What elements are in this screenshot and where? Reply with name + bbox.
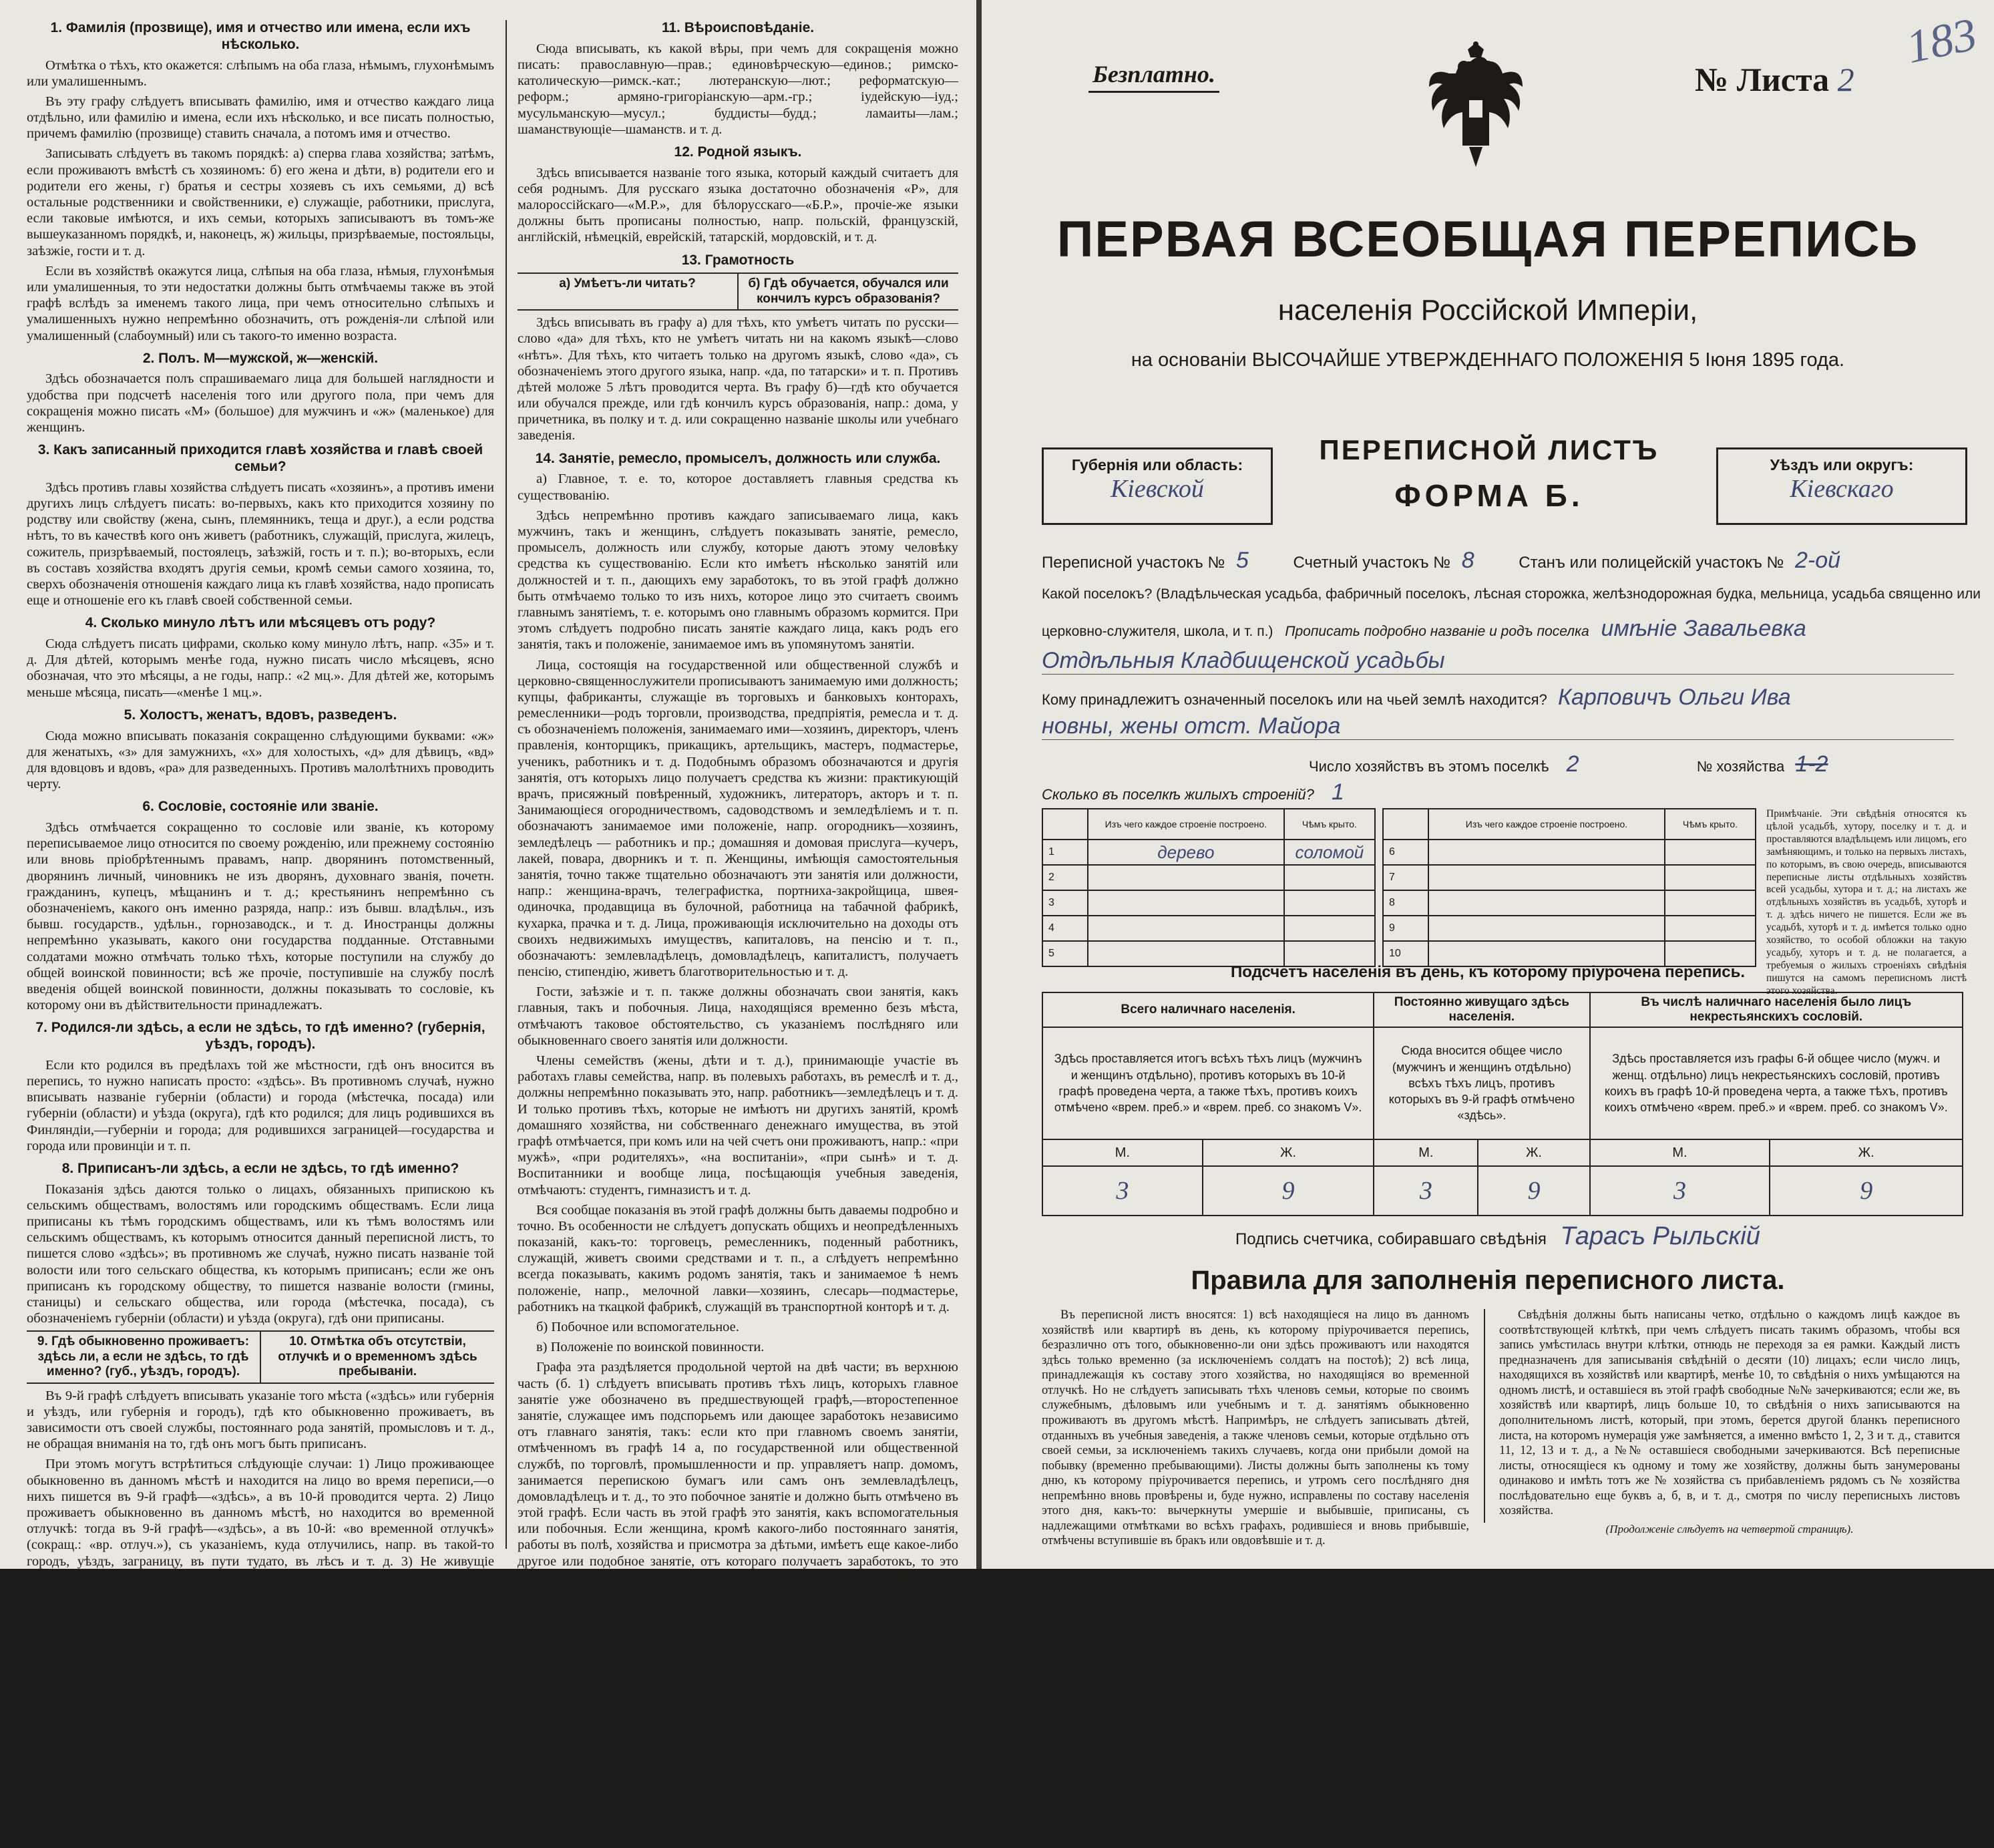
building-number: 2 <box>1042 865 1088 890</box>
census-basis: на основаніи ВЫСОЧАЙШЕ УТВЕРЖДЕННАГО ПОЛОЖЕНІЯ 5 Іюня 1895 года. <box>1131 349 1845 371</box>
split-heading-cell: 9. Гдѣ обыкновенно проживаетъ: здѣсь ли, а если не здѣсь, то гдѣ именно? (губ., уѣздъ, городъ). <box>27 1332 261 1382</box>
households-line <box>1042 751 1954 777</box>
building-material <box>1088 865 1284 890</box>
owner-value: Карповичъ Ольги Ива <box>1557 685 1791 710</box>
free-label: Безплатно. <box>1088 60 1219 93</box>
section-heading: 7. Родился-ли здѣсь, а если не здѣсь, то гдѣ именно? (губернія, уѣздъ, городъ). <box>35 1020 485 1053</box>
population-column-header: Въ числѣ наличнаго населенія было лицъ некрестьянскихъ сословій. <box>1590 992 1963 1027</box>
rules-column-1 <box>1042 1308 1469 1553</box>
buildings-label: Сколько въ поселкѣ жилыхъ строеній? <box>1042 786 1314 803</box>
building-number: 9 <box>1383 916 1428 941</box>
female-label: Ж. <box>1478 1139 1589 1166</box>
population-column-description: Здѣсь проставляется итогъ всѣхъ тѣхъ лицъ (мужчинъ и женщинъ отдѣльно), противъ которыхъ въ 10-й графѣ проведена черта, а также тѣхъ, противъ коихъ отмѣчено «врем. преб.» и «врем. преб. со знакомъ V». <box>1042 1027 1374 1139</box>
settlement-label: Какой поселокъ? <box>1042 586 1153 602</box>
continued-note: (Продолженіе слѣдуетъ на четвертой страницѣ). <box>1605 1522 1854 1535</box>
section-heading: 14. Занятіе, ремесло, промыселъ, должность или служба. <box>535 450 941 466</box>
settlement-type-line <box>1042 586 1981 602</box>
census-title: ПЕРВАЯ ВСЕОБЩАЯ ПЕРЕПИСЬ <box>1056 211 1919 268</box>
female-label: Ж. <box>1770 1139 1963 1166</box>
building-roof <box>1284 865 1375 890</box>
building-material <box>1088 916 1284 941</box>
section-text: Члены семействъ (жены, дѣти и т. д.), принимающіе участіе въ работахъ главы семейства, напр. въ полевыхъ работахъ, въ ремеслѣ и т. д., должны непремѣнно показывать это, напр. работникъ—земледѣлецъ и т. д. И только противъ тѣхъ, которые не имѣютъ ни другихъ занятій, кромѣ домашняго хозяйства, ни собственнаго денежнаго имущества, въ этой графѣ отмѣчается, при комъ или на чей счетъ они проживаютъ, напр.: «при мужѣ», «при родителяхъ», «на воспитаніи», «при сынѣ» и т. д. Воспитанники и вообще лица, посѣщающія учебныя заведенія, отмѣчаютъ: студентъ, гимназистъ и т. д. <box>518 1053 958 1197</box>
settlement-name-value: имѣніе Завальевка <box>1601 616 1806 641</box>
buildings-note: Примѣчаніе. Эти свѣдѣнія относятся къ цѣлой усадьбѣ, хутору, поселку и т. д. и проставляются владѣльцемъ или лицомъ, его замѣняющимъ, и только на первыхъ листахъ, по которымъ, въ свою очередь, вписываются переписные листы отдѣльныхъ хозяйствъ всей усадьбы, хутора и т. д.; на листахъ же отдѣльныхъ хозяйствъ въ усадьбѣ, хуторѣ и т. д. здѣсь ничего не пишется. Если же въ усадьбѣ, хуторѣ и т. д. имѣется только одно хозяйство, то особой обложки на такую усадьбу, хуторъ и т. д. не полагается, а требуемыя о жилыхъ строеніяхъ свѣдѣнія пишутся на самомъ переписномъ листѣ этого хозяйства. <box>1766 808 1967 996</box>
section-text: Въ 9-й графѣ слѣдуетъ вписывать указаніе того мѣста («здѣсь» или губернія и уѣздъ, или губернія и городъ), гдѣ кто обыкновенно проживаетъ, въ зависимости отъ своей службы, постояннаго рода занятій, промысловъ и т. д., не обращая вниманія на то, гдѣ онъ могъ быть приписанъ. <box>27 1388 494 1452</box>
district-value: Кіевскаго <box>1790 475 1894 503</box>
building-row <box>1042 865 1375 890</box>
building-row <box>1383 890 1756 916</box>
household-number-label: № хозяйства <box>1696 758 1785 775</box>
section-heading: 2. Полъ. М—мужской, ж—женскій. <box>142 350 379 366</box>
building-number: 5 <box>1042 941 1088 966</box>
section-text: Гости, заѣзжіе и т. п. также должны обозначать свои занятія, какъ главныя, такъ и побочныя. Лица, находящіяся временно безъ мѣста, отмѣчаютъ таковое обстоятельство, съ указаніемъ послѣдняго или обыкновеннаго своего занятія или должности. <box>518 984 958 1048</box>
section-text: Отмѣтка о тѣхъ, кто окажется: слѣпымъ на оба глаза, нѣмымъ, глухонѣмымъ или умалишеннымъ. <box>27 57 494 89</box>
building-material <box>1428 916 1665 941</box>
province-label: Губернія или область: <box>1071 456 1243 474</box>
building-number: 7 <box>1383 865 1428 890</box>
district-box <box>1716 447 1967 525</box>
households-value: 2 <box>1566 751 1579 777</box>
building-row <box>1383 840 1756 865</box>
male-label: М. <box>1042 1139 1203 1166</box>
population-column-header: Всего наличнаго населенія. <box>1042 992 1374 1027</box>
section-heading: 5. Холостъ, женатъ, вдовъ, разведенъ. <box>124 707 397 723</box>
building-number: 1 <box>1042 840 1088 865</box>
police-precinct-label: Станъ или полицейскій участокъ № <box>1519 554 1784 572</box>
population-count-heading: Подсчетъ населенія въ день, къ которому пріурочена перепись. <box>1231 963 1745 981</box>
split-heading-cell: 10. Отмѣтка объ отсутствіи, отлучкѣ и о временномъ здѣсь пребываніи. <box>278 1334 477 1379</box>
book-gutter <box>976 0 982 1569</box>
sheet-number-label <box>1695 60 1854 99</box>
province-box <box>1042 447 1273 525</box>
section-text: Здѣсь вписывать въ графу а) для тѣхъ, кто умѣетъ читать по русски—слово «да» для тѣхъ, кто не умѣетъ читать ни на какомъ языкѣ—слово «нѣтъ». Для тѣхъ, кто читаетъ только на другомъ языкѣ, слово «да», съ обозначеніемъ этого другого языка, напр. «да, по татарски» и т. п. Противъ дѣтей моложе 5 лѣтъ проводится черта. Въ графу б)—гдѣ кто обучается или обучался прежде, или гдѣ кончилъ курсъ образованія, напр.: дома, у причетника, въ полку и т. д. или сокращенно названіе школы или учебнаго заведенія. <box>518 315 958 443</box>
rules-text-1: Въ переписной листъ вносятся: 1) всѣ находящіеся на лицо въ данномъ хозяйствѣ или квартирѣ въ день, къ которому пріурочивается перепись, безразлично отъ того, обыкновенно-ли они здѣсь проживаютъ или находятся здѣсь только временно (за исключеніемъ солдатъ на постоѣ); 2) всѣ лица, принадлежащія къ составу этого хозяйства, но находящіяся во временной отлучкѣ. Но не слѣдуетъ записывать тѣхъ членовъ семьи, которые по своимъ служебнымъ, дѣловымъ или учебнымъ и т. д. занятіямъ обыкновенно проживаютъ въ другомъ мѣстѣ. Напримѣръ, не слѣдуетъ записывать дѣтей, отданныхъ въ учебныя заведенія, а также членовъ семьи, которые отдѣльно отъ своей семьи, за исключеніемъ такихъ случаевъ, когда они прибыли домой на побывку (временно пребывающими). Листы должны быть заполнены къ тому дню, къ которому пріурочивается перепись, и утромъ сего послѣдняго дня непремѣнно вновь провѣрены и, буде нужно, исправлены по составу населенія этого дня, какъ-то: вычеркнуты умершіе и выбывшіе, приписаны, съ надлежащими отмѣтками во всѣхъ графахъ, родившіеся и вновь прибывшіе, отмѣчены вступившіе въ бракъ или овдовѣвшіе и т. д. <box>1042 1308 1469 1548</box>
buildings-value: 1 <box>1332 779 1344 805</box>
owner-label: Кому принадлежитъ означенный поселокъ или на чьей землѣ находится? <box>1042 691 1547 708</box>
section-text: Здѣсь обозначается полъ спрашиваемаго лица для большей наглядности и удобства при подсчетѣ населенія того или другого пола, при чемъ для сокращенія можно писать «М» (большое) для мужчинъ и «ж» (маленькое) для женщинъ. <box>27 371 494 435</box>
split-heading <box>27 1330 494 1383</box>
section-text: в) Положеніе по воинской повинности. <box>536 1340 765 1355</box>
building-roof <box>1665 840 1756 865</box>
section-text: Здѣсь вписывается названіе того языка, который каждый считаетъ для себя роднымъ. Для русскаго языка достаточно обозначенія «Р», для малороссійскаго—«М.Р.», для бѣлорусскаго—«Б.Р.», прочіе-же языки должны быть прописаны полностью, напр. польскій, французскій, англійскій, нѣмецкій, еврейскій, татарскій, мордовскій, и т. д. <box>518 165 958 245</box>
section-text: Сверхъ занятій, отмѣченныхъ въ графахъ 14 а и б (б. 1), въ нижней части графы б (б. 2) должны быть отмѣчаемы: 1) офицеры, чиновники, врачи и нижніе чины въ запасъ арміи и флота (офицеры съ указаніемъ чина и рода оружія, генералы—только чина), напр. ген.-м. запасъ, шт.-кап. запасъ пѣх., полк. зап. кав., чиновн. зап., врачъ зап., нижн. чинъ зап.; 2) офицеры и нижніе чины казачьихъ войскъ въ льготѣ или нижніе чины въ запасѣ, а также офицеры войскъ на льготѣ съ обозначеніемъ названія войска и чина, напр. Сиб. лег. каз., Ур. льг. войск. с. т. ; 3) ратники ополченія 1-го разр., причисленные при наборѣ прямо въ ополченіе, отмѣчаются: рат. 1 разр., ратники, перечисленные изъ запаса—рат. быв. зап.; 4) отставные офицеры — такимъ же образомъ, какъ запасные и льготные офицеры напр.: отст. ген.-з., отст. пѣх. капит., Уссур. отст. есаулъ и т. д. <box>518 1638 958 1847</box>
building-roof <box>1284 916 1375 941</box>
settlement-name-line-2 <box>1042 648 1954 675</box>
female-count: 9 <box>1478 1166 1589 1216</box>
rules-title: Правила для заполненія переписного листа. <box>1191 1266 1785 1295</box>
section-text: Сюда слѣдуетъ писать цифрами, сколько кому минуло лѣтъ, напр. «35» и т. д. Для дѣтей, которымъ менѣе года, нужно писать число мѣсяцевъ, ясно обозначая, что это мѣсяцы, а не годы, напр.: «2 мц.». Для дѣтей же, которымъ меньше мѣсяца, писать—«менѣе 1 мц.». <box>27 636 494 700</box>
households-label: Число хозяйствъ въ этомъ поселкѣ <box>1309 758 1549 775</box>
female-count: 9 <box>1770 1166 1963 1216</box>
material-header: Изъ чего каждое строеніе построено. <box>1428 809 1665 840</box>
building-number: 3 <box>1042 890 1088 916</box>
building-row <box>1383 916 1756 941</box>
population-column-header: Постоянно живущаго здѣсь населенія. <box>1374 992 1589 1027</box>
section-text: Сюда можно вписывать показанія сокращенно слѣдующими буквами: «ж» для женатыхъ, «з» для замужнихъ, «х» для холостыхъ, «д» для дѣвицъ, «вд» для вдовцовъ и вдовъ, «ра» для разведенныхъ. Противъ малолѣтнихъ проводить черту. <box>27 728 494 792</box>
section-text: Записывать слѣдуетъ въ такомъ порядкѣ: а) сперва глава хозяйства; затѣмъ, если проживаютъ вмѣстѣ съ хозяиномъ: б) его жена и дѣти, в) родители его и родители его жены, г) братья и сестры хозяевъ съ ихъ семьями, д) всѣ остальные родственники и свойственники, е) служащіе, работники, прислуга, если таковые имѣются, и ихъ семьи, которыхъ записываютъ въ томъ-же вышеуказанномъ порядкѣ, и, наконецъ, ж) жильцы, призрѣваемые, постояльцы, заѣзжіе, гости и т. д. <box>27 146 494 258</box>
sheet-label: № Листа <box>1695 61 1830 98</box>
buildings-table-right <box>1382 808 1756 967</box>
building-number: 10 <box>1383 941 1428 966</box>
building-row <box>1383 865 1756 890</box>
owner-line-2 <box>1042 713 1954 740</box>
buildings-line <box>1042 779 1344 805</box>
building-roof <box>1284 890 1375 916</box>
left-page <box>0 0 976 1847</box>
buildings-table-left <box>1042 808 1376 967</box>
section-heading: 13. Грамотность <box>681 252 795 268</box>
building-material <box>1428 840 1665 865</box>
material-header: Изъ чего каждое строеніе построено. <box>1088 809 1284 840</box>
province-value: Кіевской <box>1111 475 1204 503</box>
settlement-name-value-2: Отдѣльныя Кладбищенской усадьбы <box>1042 648 1445 673</box>
rules-column-2 <box>1499 1308 1960 1537</box>
building-number: 8 <box>1383 890 1428 916</box>
male-label: М. <box>1590 1139 1770 1166</box>
split-heading <box>518 272 958 311</box>
section-text: Если въ хозяйствѣ окажутся лица, слѣпыя на оба глаза, нѣмыя, глухонѣмыя или умалишенныя, то эти недостатки должны быть отмѣчаемы также въ этой графѣ вслѣдъ за именемъ такого лица, при чемъ относительно слѣпыхъ и умалишенныхъ нужно непремѣнно обозначить, отъ рожденія-ли слѣпой или умалишенный (слабоумный) или съ такого-то именно возраста. <box>27 263 494 343</box>
male-count: 3 <box>1590 1166 1770 1216</box>
roof-header: Чѣмъ крыто. <box>1284 809 1375 840</box>
rules-divider <box>1484 1309 1485 1523</box>
population-column-description: Сюда вносится общее число (мужчинъ и женщинъ отдѣльно) всѣхъ тѣхъ лицъ, противъ которыхъ въ 9-й графѣ отмѣчено «здѣсь». <box>1374 1027 1589 1139</box>
building-material <box>1428 890 1665 916</box>
population-count-table <box>1042 992 1963 1216</box>
settlement-options-cont: церковно-служителя, школа, и т. п.) <box>1042 624 1273 639</box>
building-number: 4 <box>1042 916 1088 941</box>
building-number: 6 <box>1383 840 1428 865</box>
precinct-line <box>1042 548 1954 574</box>
rules-text-2: Свѣдѣнія должны быть написаны четко, отдѣльно о каждомъ лицѣ каждое въ соотвѣтствующей клѣткѣ, при чемъ слѣдуетъ писать такимъ образомъ, чтобы вся запись умѣстилась внутри клѣтки, отнюдь не переходя за ея рамки. Каждый листъ предназначенъ для записыванія свѣдѣній о десяти (10) лицахъ; если число лицъ, находящихся въ хозяйствѣ или квартирѣ, менѣе 10, то свѣдѣнія о нихъ умѣщаются на одномъ листѣ, и оставшіеся въ этой графѣ свободные №№ зачеркиваются; если же, въ хозяйствѣ или квартирѣ, лицъ больше 10, то свѣдѣнія о нихъ записываются на дополнительномъ листѣ, который, при этомъ, берется другой бланкъ переписного листа, на которомъ нумерація уже замѣняется, а именно вмѣсто 1, 2, 3 и т. д., ставится 11, 12, 13 и т. д., а №№ оставшіеся свободными зачеркиваются. Всѣ переписные листы, относящіеся къ одному и тому же хозяйству, должны быть занумерованы одинаково и имѣть тотъ же № хозяйства съ прибавленіемъ рядомъ съ № хозяйства послѣдовательно еще буквъ а, б, в, и т. д., смотря по числу переписныхъ листовъ хозяйства. <box>1499 1308 1960 1518</box>
double-headed-eagle-emblem <box>1422 40 1529 174</box>
section-heading: 6. Сословіе, состояніе или званіе. <box>142 799 379 815</box>
section-text: Здѣсь противъ главы хозяйства слѣдуетъ писать «хозяинъ», а противъ имени другихъ лицъ слѣдуетъ писать: во-первыхъ, какъ кто приходится хозяину по родству или свойству (жена, сынъ, племянникъ, теща и друг.), а если родства нѣтъ, то въ качествѣ кого онъ живетъ (работникъ, служащій, прислуга, жилецъ, сожитель, призрѣваемый, постоялецъ, заѣзжій, гость и т. п.); во-вторыхъ, если въ составъ хозяйства входятъ другія семьи, кромѣ семьи самого хозяина, то, сверхъ обозначенія отношенія каждаго лица къ главѣ хозяйства, надо прописать еще и отношеніе его къ главѣ своей собственной семьи. <box>27 480 494 608</box>
owner-value-2: новны, жены отст. Майора <box>1042 713 1341 739</box>
instructions-column-1 <box>27 13 494 1682</box>
counting-precinct-label: Счетный участокъ № <box>1293 554 1451 572</box>
settlement-name-line <box>1042 616 1954 642</box>
household-number-value: 1-2 <box>1795 751 1828 777</box>
building-row <box>1042 840 1375 865</box>
police-precinct-value: 2-ой <box>1794 548 1841 573</box>
form-title: ПЕРЕПИСНОЙ ЛИСТЪ <box>1319 434 1659 466</box>
male-label: М. <box>1374 1139 1478 1166</box>
instructions-column-2 <box>518 13 958 1847</box>
sheet-number-value: 2 <box>1837 61 1854 98</box>
census-subtitle: населенія Россійской Имперіи, <box>1277 294 1698 327</box>
split-heading-cell: б) Гдѣ обучается, обучался или кончилъ курсъ образованія? <box>748 276 949 306</box>
signature-label: Подпись счетчика, собиравшаго свѣдѣнія <box>1235 1230 1547 1248</box>
section-text: Графа эта раздѣляется продольной чертой на двѣ части; въ верхнюю часть (б. 1) слѣдуетъ вписывать противъ тѣхъ лицъ, которыхъ главное занятіе уже обозначено въ предшествующей графѣ,—второстепенное занятіе, служащее имъ подспорьемъ или дающее заработокъ независимо отъ главнаго занятія, такъ: если кто при главномъ своемъ занятіи, отмѣченномъ въ графѣ 14 а, по государственной или общественной службѣ, по торговлѣ, промышленности и пр. управляетъ напр. домомъ, занимается перепискою бумагъ или самъ онъ землевладѣлецъ, домовладѣлецъ и т. д., то это побочное занятіе и должно быть отмѣчено въ этой графѣ. Если часть въ этой графѣ это занятія, какъ вспомогательныя или побочныя. Если женщина, кромѣ какого-либо постояннаго занятія, работы въ полѣ, хозяйства и присмотра за дѣтьми, имѣетъ еще какое-либо другое или подобное занятіе, отъ котораго получаетъ заработокъ, то это должно быть особенно тщательно обозначено въ этой графѣ, напр.: плететъ кружева, вышиваетъ полотенца и т. д. При этомъ особенное вниманіе должно быть обращено на тѣ промыслы, которыми занимается много лицъ въ данной мѣстности. <box>518 1360 958 1634</box>
section-text: а) Главное, т. е. то, которое доставляетъ главныя средства къ существованію. <box>518 472 958 503</box>
section-text: Въ эту графу слѣдуетъ вписывать фамилію, имя и отчество каждаго лица отдѣльно, или фамилію и имена, если ихъ нѣсколько, и все писать полностью, причемъ фамилію (прозвище) ставить сначала, а потомъ имя и отчество. <box>27 94 494 142</box>
building-roof: соломой <box>1284 840 1375 865</box>
settlement-options: (Владѣльческая усадьба, фабричный поселокъ, лѣсная сторожка, желѣзнодорожная будка, мельница, усадьба священно или <box>1156 586 1981 602</box>
section-text: Показанія здѣсь даются только о лицахъ, обязанныхъ припискою къ сельскимъ обществамъ, волостямъ или городскимъ обществамъ. Если лица приписаны къ тѣмъ городскимъ обществамъ, или къ тѣмъ волостямъ или сельскимъ обществамъ, къ которымъ относится данный переписной листъ, то пишется слово «здѣсь»; въ противномъ же случаѣ, нужно писать названіе той волости или того сельскаго общества, къ которымъ приписанъ; если же онъ приписанъ къ городскому обществу, то пишется названіе волости (гмины, станицы) и сельскаго общества, или города (мѣстечка, посада), съ обозначеніемъ губерніи (области) и уѣзда (округа), гдѣ они приписаны. <box>27 1181 494 1326</box>
section-heading: 4. Сколько минуло лѣтъ или мѣсяцевъ отъ роду? <box>85 615 436 631</box>
building-material <box>1428 865 1665 890</box>
section-text: Сюда вписывать, къ какой вѣры, при чемъ для сокращенія можно писать: православную—прав.; единовѣрческую—единов.; римско-католическую—римск.-кат.; лютеранскую—лют.; реформатскую—реформ.; армяно-григоріанскую—арм.-гр.; іудейскую—іуд.; мусульманскую—мусул.; буддисты—будд.; ламаиты—лам.; шаманствующіе—шаманств. и т. д. <box>518 41 958 137</box>
section-text: Если кто родился въ предѣлахъ той же мѣстности, гдѣ онъ вносится въ перепись, то нужно написать просто: «здѣсь». Въ противномъ случаѣ, нужно вписывать названіе губерніи (области) и города (мѣстечка, посада) или губерніи (области) и уѣзда (округа), гдѣ кто родился; для лицъ родившихся въ Финляндіи,—губерніи и города; для родившихся заграницей—государства и города или провинціи и т. п. <box>27 1057 494 1153</box>
section-heading: 3. Какъ записанный приходится главѣ хозяйства и главѣ своей семьи? <box>37 442 483 474</box>
section-text: б) Побочное или вспомогательное. <box>536 1320 739 1334</box>
signature-value: Тарасъ Рыльскій <box>1560 1222 1760 1250</box>
building-roof <box>1665 890 1756 916</box>
section-text: При этомъ могутъ встрѣтиться слѣдующіе случаи: 1) Лицо проживающее обыкновенно въ данномъ мѣстѣ и находится на лицо во время переписи,—о нихъ пишется въ 9-й графѣ—«здѣсь», а въ 10-й проводится черта. 2) Лицо проживаетъ обыкновенно въ данномъ мѣстѣ, но находится во временной отлучкѣ: тогда въ 9-й графѣ—«здѣсь», а въ 10-й: «во временной отлучкѣ» (сокращ.: «вр. отлуч.»), съ указаніемъ, куда отлучились, напр. въ такой-то городъ, уѣздъ, заграницу, въ пути тудато, въ лѣсъ и т. д. 3) Не живущіе обыкновенно въ данномъ мѣстѣ, а находящіеся въ немъ только кратковременно — торговцы, служебныя лица и иные, гости и т. д.: о нихъ пишется въ 9-й графѣ мѣсто ихъ обыкновеннаго проживанія — губернія и уѣздъ (округъ), городъ, а въ 10-й графѣ: «во временномъ пребываніи» (сокращ. «врем. преб.»). О лицахъ временно отлучившихся или временно пребывающихъ въ срокъ менѣе 5 дней, въ графу вмѣсто отмѣтки о врем. отлуч. и врем. преб. прибавляютъ отмѣтку знакомъ V. <box>27 1457 494 1682</box>
building-row <box>1042 890 1375 916</box>
building-roof <box>1665 916 1756 941</box>
enumerator-signature-line <box>1235 1222 1760 1251</box>
building-material: дерево <box>1088 840 1284 865</box>
section-text: Здѣсь непремѣнно противъ каждаго записываемаго лица, какъ мужчинъ, такъ и женщинъ, слѣдуетъ показывать занятіе, ремесло, промыселъ, должность или службу, которые даютъ этому человѣку средства къ существованію. Если кто имѣетъ нѣсколько занятій или должностей и т. п., дающихъ ему заработокъ, то въ этой графѣ должно быть отмѣчаемо только то изъ нихъ, которое лицо это считаетъ своимъ главнымъ занятіемъ, т. е. которымъ оно главнымъ образомъ кормится. При этомъ слѣдуетъ подробно писать занятіе каждаго лица, какъ родъ его занятія, такъ и положеніе, занимаемое имъ въ упомянутомъ занятіи. <box>518 508 958 653</box>
archive-page-number: 183 <box>1902 8 1981 74</box>
section-heading: 11. Вѣроисповѣданіе. <box>661 20 815 35</box>
district-label: Уѣздъ или округъ: <box>1770 456 1914 474</box>
male-count: 3 <box>1374 1166 1478 1216</box>
split-heading-cell: а) Умѣетъ-ли читать? <box>518 274 739 309</box>
section-heading: 8. Приписанъ-ли здѣсь, а если не здѣсь, то гдѣ именно? <box>61 1160 459 1176</box>
section-heading: 1. Фамилія (прозвище), имя и отчество или имена, если ихъ нѣсколько. <box>50 20 471 52</box>
column-divider <box>506 20 507 1549</box>
census-precinct-label: Переписной участокъ № <box>1042 554 1225 572</box>
section-text: Здѣсь отмѣчается сокращенно то сословіе или званіе, къ которому переписываемое лицо относится по своему рожденію, или прежнему состоянію или вновь пріобрѣтеннымъ правамъ, напр. дворянинъ потомственный, дворянинъ личный, чиновникъ не изъ дворянъ, духовнаго званія, почетн. гражданинъ, купецъ, мѣщанинъ и т. д.; крестьянинъ непремѣнно съ обозначеніемъ, какого онъ именно разряда, напр.: изъ бывш. владѣльч., изъ бывш. государств., удѣльн., горнозаводск., и т. д. Иностранцы должны непремѣнно указывать, какого они государства подданные. Отставными солдатами можно отмѣчать только тѣхъ, которые поступили на службу до общей воинской повинности; всѣ же прочіе, поступившіе на службу послѣ введенія общей воинской повинности, должны показывать то сословіе, къ которому они въ дѣйствительности принадлежатъ. <box>27 820 494 1013</box>
building-roof <box>1665 865 1756 890</box>
population-column-description: Здѣсь проставляется изъ графы 6-й общее число (мужч. и женщ. отдѣльно) лицъ некрестьянскихъ сословій, противъ коихъ въ графѣ 10-й проведена черта, а также тѣхъ, противъ коихъ отмѣчено «врем. преб.» и «врем. преб. со знакомъ V». <box>1590 1027 1963 1139</box>
census-precinct-value: 5 <box>1235 548 1249 573</box>
section-heading: 12. Родной языкъ. <box>674 144 802 160</box>
female-count: 9 <box>1203 1166 1374 1216</box>
female-label: Ж. <box>1203 1139 1374 1166</box>
roof-header: Чѣмъ крыто. <box>1665 809 1756 840</box>
building-row <box>1042 916 1375 941</box>
settlement-instruction: Прописать подробно названіе и родъ поселка <box>1285 624 1589 639</box>
male-count: 3 <box>1042 1166 1203 1216</box>
owner-line <box>1042 685 1954 711</box>
counting-precinct-value: 8 <box>1461 548 1474 573</box>
section-text: Вся сообщае показанія въ этой графѣ должны быть даваемы подробно и точно. Въ особенности не слѣдуетъ допускать общихъ и неопредѣленныхъ показаній, какъ-то: торговецъ, ремесленникъ, поденный работникъ, служащій, живетъ своими средствами и т. п., а слѣдуетъ непремѣнно всегда показывать, какимъ родомъ занятія, такъ и занимаемое ѣ немъ положеніе, напр., мелочной лавки—хозяинъ, слесарь—подмастерье, работникъ на ткацкой фабрикѣ, служащій въ транспортной конторѣ и т. д. <box>518 1202 958 1314</box>
building-material <box>1088 890 1284 916</box>
section-text: Лица, состоящія на государственной или общественной службѣ и церковно-священнослужители прописываютъ занимаемую ими должность; купцы, фабриканты, служащіе въ торговыхъ и банковыхъ конторахъ, ремесленники—родъ торговли, производства, предпріятія, ремесла и т. д. съ обозначеніемъ положенія, занимаемаго ими—хозяинъ, директоръ, членъ правленія, конторщикъ, прикащикъ, артельщикъ, мастеръ, подмастерье, ученикъ, работникъ и т. д. Подобнымъ образомъ обозначаются и другія занятія, отъ которыхъ лицо получаетъ средства къ жизни: практикующій врачъ, присяжный повѣренный, художникъ, литераторъ, акторъ и т. п. Занимающіеся огородничествомъ, садоводствомъ и земледѣліемъ и т. п. обозначаютъ занимаемое ими положеніе, напр. огородникъ—хозяинъ, земледѣлецъ — работникъ и пр.; домашняя и домовая прислуга—кучеръ, лакей, повара, дворникъ и т. п. Женщины, имѣющія самостоятельныя занятія, точно также тщательно обозначаютъ эти занятія или должности, напр.: женщина-врачъ, телеграфистка, портниха-закройщица, швея-одиночка, продавщица въ булочной, работница на табачной фабрикѣ, кухарка, прачка и т. д. Лица, проживающія исключительно на доходы отъ своихъ недвижимыхъ имуществъ, капиталовъ, на пенсію и т. п., обозначаютъ: землевладѣлецъ, домовладѣлецъ, капиталистъ, получаетъ пенсію, стипендію, живетъ благотворительностью и т. д. <box>518 657 958 980</box>
census-form-page <box>982 0 1994 1569</box>
form-subtitle: ФОРМА Б. <box>1394 478 1584 513</box>
